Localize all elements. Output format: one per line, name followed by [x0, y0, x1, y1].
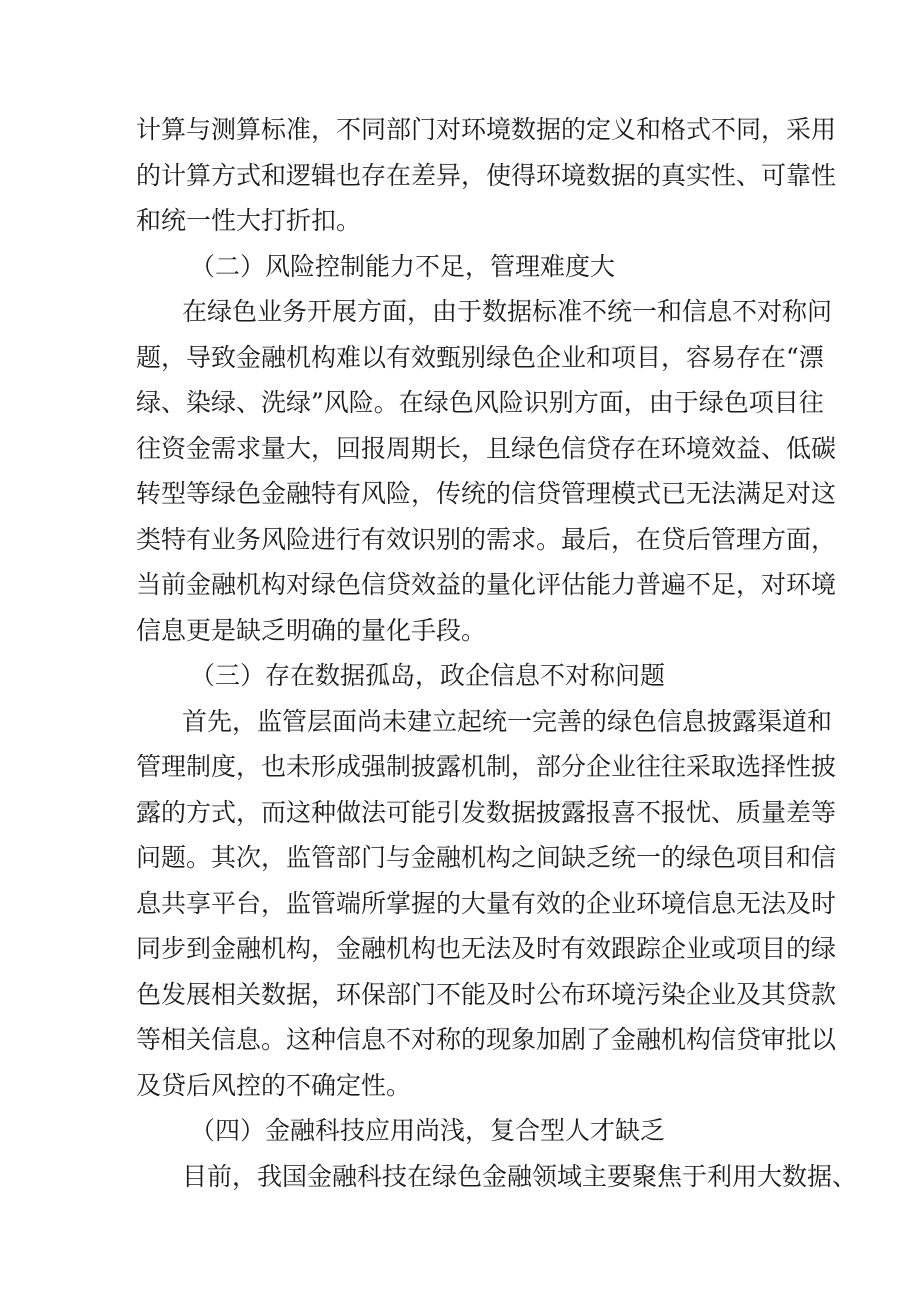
text-line: 及贷后风控的不确定性。: [136, 1070, 412, 1100]
section-heading: （三）存在数据孤岛，政企信息不对称问题: [190, 661, 666, 690]
text-line: 在绿色业务开展方面，由于数据标准不统一和信息不对称问: [182, 297, 833, 326]
text-line: 转型等绿色金融特有风险，传统的信贷管理模式已无法满足对这: [136, 479, 837, 508]
text-line: 同步到金融机构，金融机构也无法及时有效跟踪企业或项目的绿: [136, 934, 837, 963]
text-line: 信息更是缺乏明确的量化手段。: [136, 615, 487, 645]
text-line: 题，导致金融机构难以有效甄别绿色企业和项目，容易存在“漂: [136, 342, 824, 372]
section-heading: （四）金融科技应用尚浅，复合型人才缺乏: [190, 1116, 666, 1145]
text-line: 当前金融机构对绿色信贷效益的量化评估能力普遍不足，对环境: [136, 570, 837, 599]
text-line: 往资金需求量大，回报周期长，且绿色信贷存在环境效益、低碳: [136, 433, 837, 463]
text-line: 露的方式，而这种做法可能引发数据披露报喜不报忧、质量差等: [136, 797, 837, 827]
text-line: 的计算方式和逻辑也存在差异，使得环境数据的真实性、可靠性: [136, 160, 837, 190]
text-line: 绿、染绿、洗绿”风险。在绿色风险识别方面，由于绿色项目往: [136, 388, 824, 417]
text-line: 和统一性大打折扣。: [136, 206, 362, 235]
text-line: 首先，监管层面尚未建立起统一完善的绿色信息披露渠道和: [182, 706, 833, 736]
text-line: 管理制度，也未形成强制披露机制，部分企业往往采取选择性披: [136, 752, 837, 781]
text-line: 类特有业务风险进行有效识别的需求。最后，在贷后管理方面，: [136, 524, 837, 554]
text-line: 色发展相关数据，环保部门不能及时公布环境污染企业及其贷款: [136, 979, 837, 1009]
text-line: 问题。其次，监管部门与金融机构之间缺乏统一的绿色项目和信: [136, 843, 837, 872]
section-heading: （二）风险控制能力不足，管理难度大: [190, 251, 616, 281]
document-body: [136, 107, 858, 1199]
text-line: 目前，我国金融科技在绿色金融领域主要聚焦于利用大数据、: [182, 1161, 858, 1191]
text-line: 计算与测算标准，不同部门对环境数据的定义和格式不同，采用: [136, 115, 837, 144]
text-line: 息共享平台，监管端所掌握的大量有效的企业环境信息无法及时: [136, 888, 837, 918]
text-line: 等相关信息。这种信息不对称的现象加剧了金融机构信贷审批以: [136, 1025, 837, 1054]
